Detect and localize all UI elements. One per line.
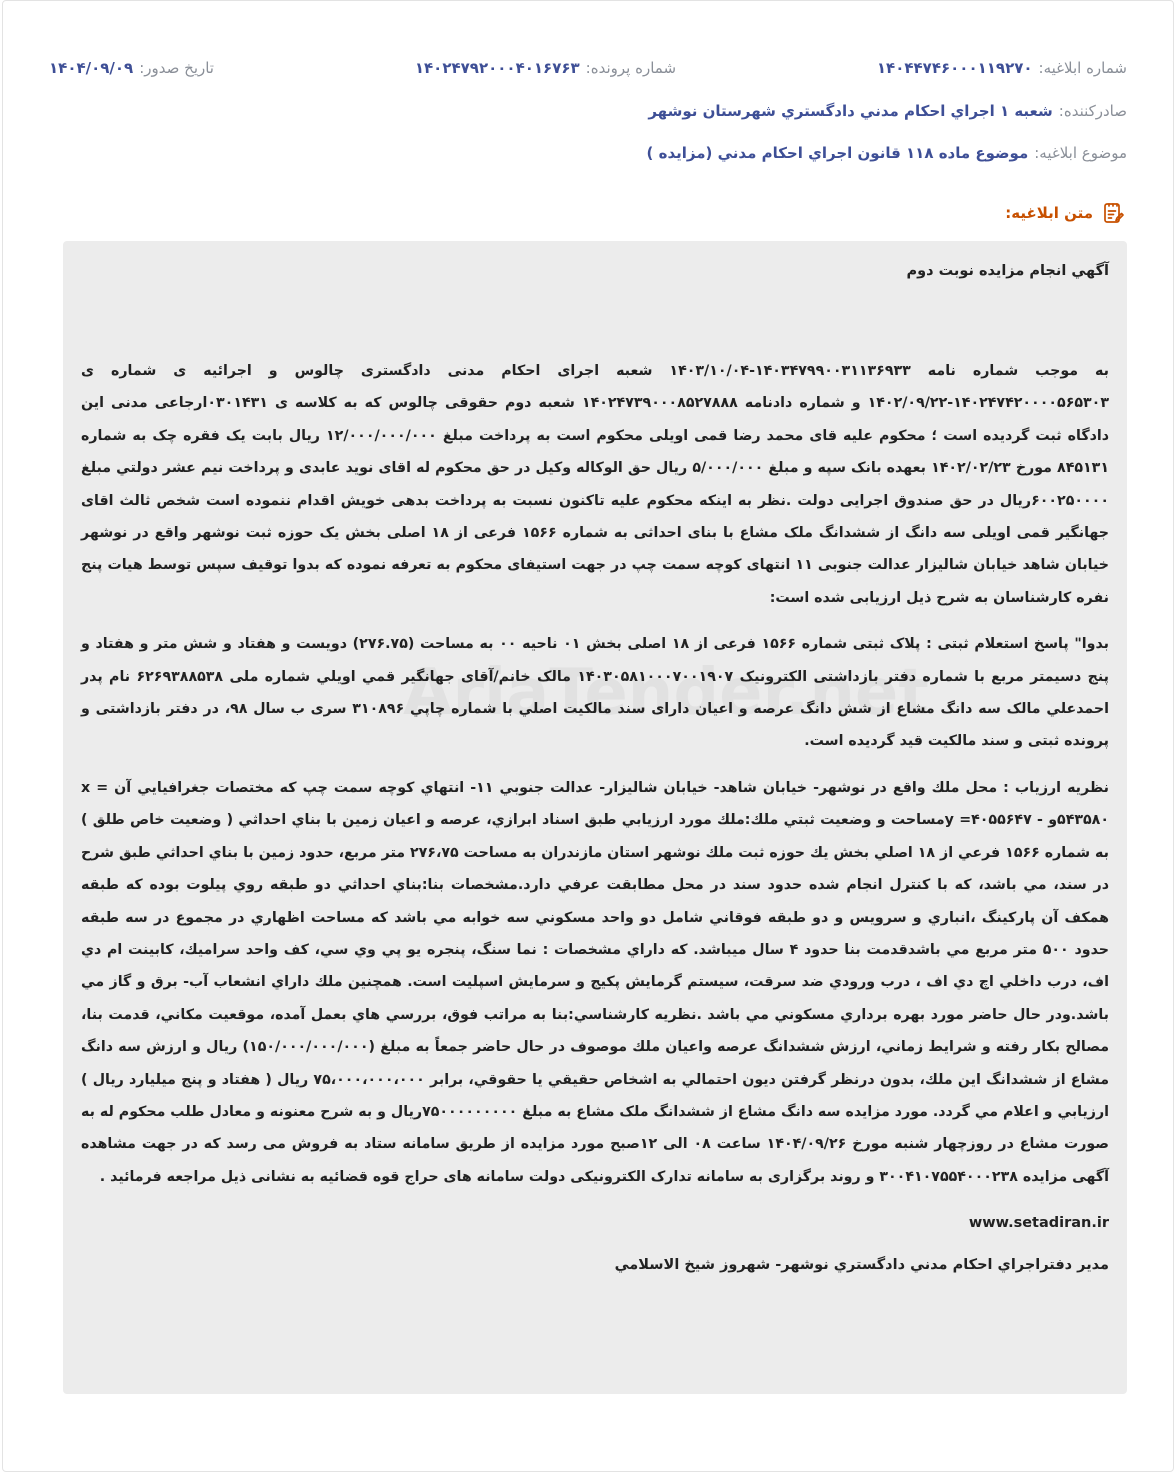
issuer [648,102,1127,120]
paragraph-registry-inquiry: بدوا" پاسخ استعلام ثبتی : پلاک ثبتی شماره ۱۵۶۶ فرعی از ۱۸ اصلی بخش ۰۱ ناحیه ۰۰ به مساحت (۲۷۶.۷۵) دویست و هفتاد و شش متر و هفتاد و پنج دسیمتر مربع با شماره دفتر بازداشتی الکترونیک ۱۴۰۳۰۵۸۱۰۰۰۷۰۰۱۹۰۷ مالک خانم/آقای جهانگیر قمي اويلي شماره ملی ۶۲۶۹۳۸۸۵۳۸ نام پدر احمدعلي مالک سه دانگ مشاع از شش دانگ عرصه و اعيان دارای سند مالکيت اصلي با شماره چاپي ۳۱۰۸۹۶ سری ب سال ۹۸، در دفتر بازداشتی و پرونده ثبتی و سند مالکيت قيد گرديده است. [81,636,1110,750]
issue-date-value: ۱۴۰۴/۰۹/۰۹ [49,59,134,77]
issuer-value: شعبه ۱ اجراي احکام مدني دادگستري شهرستان نوشهر [648,102,1053,120]
subject-value: موضوع ماده ۱۱۸ قانون اجراي احکام مدني (مزايده ) [646,144,1029,162]
case-number-label: شماره پرونده: [585,59,677,77]
paragraph-appraiser-opinion: نظريه ارزياب : محل ملك واقع در نوشهر- خيابان شاهد- خيابان شاليزار- عدالت جنوبي ۱۱- انتهاي كوچه سمت چپ كه مختصات جغرافيايي آن x = ۵۴۳۵۸۰و - ۴۰۵۵۶۴۷= yمساحت و وضعيت ثبتي ملك:ملك مورد ارزيابي طبق اسناد ابرازي، عرصه و اعيان زمين با بناي احداثي ( وضعيت خاص طلق ) به شماره ۱۵۶۶ فرعي از ۱۸ اصلي بخش يك حوزه ثبت ملك نوشهر استان مازندران به مساحت ۲۷۶،۷۵ متر مربع، حدود زمين با بناي احداثي طبق شرح در سند، مي باشد، كه با كنترل انجام شده حدود سند در محل مطابقت عرفي دارد.مشخصات بنا:بناي احداثي دو طبقه روي پيلوت بوده كه طبقه همكف آن پاركينگ ،انباري و سرويس و دو طبقه فوقاني شامل دو واحد مسكوني سه خوابه مي باشد كه مساحت اظهاري در مجموع در سه طبقه حدود ۵۰۰ متر مربع مي باشدقدمت بنا حدود ۴ سال ميباشد. كه داراي مشخصات : نما سنگ، پنجره يو پي وي سي، كف واحد سراميك، كابينت ام دي اف، درب داخلي اچ دي اف ، درب ورودي ضد سرقت، سيستم گرمايش پكيج و سرمايش اسپليت است. همچنين ملك داراي انشعاب آب- برق و گاز مي باشد.ودر حال حاضر مورد بهره برداري مسكوني مي باشد .نظريه كارشناسي:بنا به مراتب فوق، بررسي هاي بعمل آمده، موقعيت مكاني، قدمت بنا، مصالح بكار رفته و شرايط زماني، ارزش ششدانگ عرصه واعيان ملك موصوف در حال حاضر جمعاً به مبلغ (۱۵۰/۰۰۰/۰۰۰/۰۰۰) ريال و ارزش سه دانگ مشاع از ششدانگ اين ملك، بدون درنظر گرفتن ديون احتمالي به اشخاص حقيقي يا حقوقي، برابر ۷۵،۰۰۰،۰۰۰،۰۰۰ ريال ( هفتاد و پنج ميليارد ريال ) ارزيابي و اعلام مي گردد. مورد مزایده سه دانگ مشاع از ششدانگ ملک مشاع به مبلغ ۷۵۰۰۰۰۰۰۰۰۰ریال و به شرح معنونه و معادل طلب محکوم له به صورت مشاع در روزچهار شنبه مورخ ۱۴۰۴/۰۹/۲۶ ساعت ۰۸ الی ۱۲صبح مورد مزایده از طریق سامانه ستاد به فروش می رسد که در جهت مشاهده آگهی مزایده ۳۰۰۴۱۰۷۵۵۴۰۰۰۲۳۸ و روند برگزاری به سامانه تدارک الکترونیکی دولت سامانه های حراج قوه قضائیه به نشانی ذیل مراجعه فرمائید . [81,779,1109,1185]
notice-text-icon [1101,201,1125,225]
website-address: www.setadiran.ir [968,1215,1109,1232]
case-number [415,59,676,77]
subject-label: موضوع ابلاغيه: [1034,144,1127,162]
notice-number [877,59,1127,77]
notice-page [2,0,1174,1472]
notice-number-label: شماره ابلاغيه: [1038,59,1127,77]
meta-row-subject [49,144,1127,162]
issue-date-label: تاريخ صدور: [139,59,214,77]
notice-number-value: ۱۴۰۴۴۷۴۶۰۰۰۱۱۹۲۷۰ [876,59,1033,77]
subject [647,144,1127,162]
notice-text-title: متن ابلاغيه: [1005,204,1093,222]
meta-row-numbers [49,59,1127,77]
paragraph-intro: به موجب شماره نامه ۱۴۰۳۴۷۹۹۰۰۳۱۱۳۶۹۳۳-۱۴۰۳/۱۰/۰۴ شعبه اجرای احکام مدنی دادگستری چالوس و اجرائیه ی شماره ی ۱۴۰۲۴۷۴۲۰۰۰۰۵۶۵۳۰۳-۱۴۰۲/۰۹/۲۲ و شماره دادنامه ۱۴۰۲۴۷۳۹۰۰۰۸۵۲۷۸۸۸ شعبه دوم حقوقی چالوس که به کلاسه ی ۰۳۰۱۴۳۱ارجاعی مدنی این دادگاه ثبت گردیده است ؛ محکوم علیه قای محمد رضا قمی اویلی محکوم است به پرداخت مبلغ ۱۲/۰۰۰/۰۰۰/۰۰۰ ریال بابت یک فقره چک به شماره ۸۴۵۱۳۱ مورخ ۱۴۰۲/۰۲/۲۳ بعهده بانک سپه و مبلغ ۵/۰۰۰/۰۰۰ ریال حق الوکاله وکیل در حق محکوم له اقای نوید عابدی و پرداخت نیم عشر دولتي مبلغ ۶۰۰۲۵۰۰۰۰ریال در حق صندوق اجرایی دولت .نظر به اینکه محکوم علیه تاکنون نسبت به پرداخت بدهی خویش اقدام ننموده است شخص ثالث اقای جهانگیر قمی اویلی سه دانگ از ششدانگ ملک مشاع با بنای احداثی به شماره ۱۵۶۶ فرعی از ۱۸ اصلی بخش یک حوزه ثبت نوشهر واقع در نوشهر خیابان شاهد خیابان شالیزار عدالت جنوبی ۱۱ انتهای کوچه سمت چپ در جهت استیفای محکوم به تعرفه نموده که بدوا توقیف سپس توسط هیات پنج نفره کارشناسان به شرح ذیل ارزیابی شده است: [81,363,1110,606]
case-number-value: ۱۴۰۲۴۷۹۲۰۰۰۴۰۱۶۷۶۳ [414,59,580,77]
notice-text-heading [1005,201,1125,225]
signer: مدير دفتراجراي احكام مدني دادگستري نوشهر- شهروز شيخ الاسلامي [614,1257,1109,1274]
issuer-label: صادرکننده: [1058,102,1127,120]
issue-date [49,59,214,77]
meta-row-issuer [49,102,1127,120]
notice-content [63,241,1127,1394]
ad-title: آگهي انجام مزايده نوبت دوم [906,263,1109,279]
